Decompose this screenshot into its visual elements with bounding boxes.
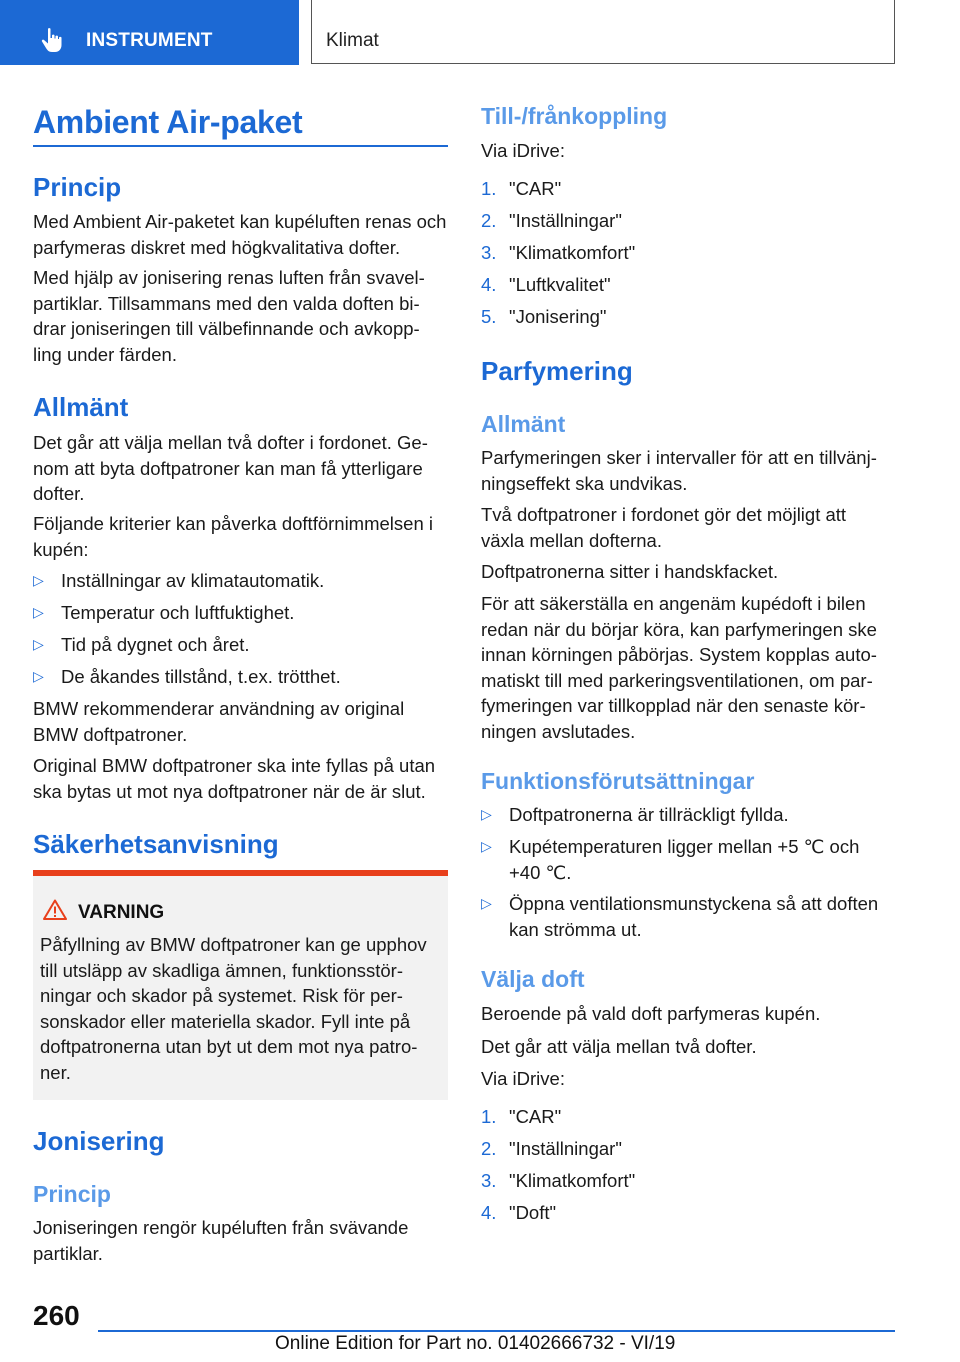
footer-rule: [98, 1330, 895, 1332]
heading-funktionsforutsattningar: Funktionsförutsättningar: [481, 768, 755, 794]
bullet-triangle-icon: ▷: [33, 668, 44, 684]
subheading-jonisering-princip: Princip: [33, 1181, 111, 1207]
bullet-triangle-icon: ▷: [33, 636, 44, 652]
allmant-paragraph-1: Det går att välja mellan två dofter i fordonet. Genom att byta doftpatroner kan man få ytterligare dofter.: [33, 432, 428, 504]
header-section-label: Klimat: [326, 30, 379, 51]
parfymering-paragraph-3: Doftpatronerna sitter i handskfacket.: [481, 561, 779, 582]
warning-triangle-icon: [43, 899, 67, 920]
bullet-triangle-icon: ▷: [481, 838, 492, 854]
princip-paragraph-1: Med Ambient Air-paketet kan kupéluften renas och parfymeras diskret med högkvalitativa dofter.: [33, 211, 447, 258]
heading-princip: Princip: [33, 172, 122, 202]
bullet-triangle-icon: ▷: [481, 895, 492, 911]
bullet-triangle-icon: ▷: [481, 806, 492, 822]
princip-paragraph-2: Med hjälp av jonisering renas luften från svavelpartiklar. Tillsammans med den valda doften bidrar joniseringen till välbefinnande och avkoppling under färden.: [33, 267, 425, 365]
hand-pointer-icon: [40, 27, 64, 53]
bullet-triangle-icon: ▷: [33, 604, 44, 620]
heading-till-frankoppling: Till-/frånkoppling: [481, 103, 668, 129]
warning-box: [33, 870, 448, 1100]
heading-parfymering: Parfymering: [481, 356, 633, 386]
parfymering-paragraph-1: Parfymeringen sker i intervaller för att en tillvänjningseffekt ska undvikas.: [481, 447, 877, 494]
heading-valja-doft: Välja doft: [481, 966, 585, 992]
subheading-parfymering-allmant: Allmänt: [481, 411, 566, 437]
jonisering-paragraph: Joniseringen rengör kupéluften från svävande partiklar.: [33, 1217, 409, 1264]
title-rule: [33, 145, 448, 147]
parfymering-paragraph-4: För att säkerställa en angenäm kupédoft i bilen redan när du börjar köra, kan parfymeringen ske innan körningen påbörjas. System kopplas automatiskt till med parkeringsventilationen, om parfymeringen var tillkopplad när den senaste körningen avslutades.: [481, 593, 877, 742]
header-tab-label: INSTRUMENT: [86, 30, 213, 51]
allmant-paragraph-2: Följande kriterier kan påverka doftförnimmelsen i kupén:: [33, 513, 433, 560]
bullet-triangle-icon: ▷: [33, 572, 44, 588]
allmant-paragraph-4: Original BMW doftpatroner ska inte fyllas på utan ska bytas ut mot nya doftpatroner när de är slut.: [33, 755, 436, 802]
heading-jonisering: Jonisering: [33, 1126, 165, 1156]
parfymering-paragraph-2: Två doftpatroner i fordonet gör det möjligt att växla mellan dofterna.: [481, 504, 847, 551]
page-title: Ambient Air-paket: [33, 104, 303, 140]
header-section: [311, 0, 895, 64]
koppling-via: Via iDrive:: [481, 140, 565, 161]
doft-paragraph-2: Det går att välja mellan två dofter.: [481, 1036, 757, 1057]
allmant-paragraph-3: BMW rekommenderar användning av original BMW doftpatroner.: [33, 698, 405, 745]
doft-paragraph-1: Beroende på vald doft parfymeras kupén.: [481, 1003, 821, 1024]
doft-via: Via iDrive:: [481, 1068, 565, 1089]
heading-sakerhetsanvisning: Säkerhetsanvisning: [33, 829, 279, 859]
header-tab-instrument[interactable]: [0, 0, 299, 65]
warning-text: Påfyllning av BMW doftpatroner kan ge upphov till utsläpp av skadliga ämnen, funktionsstörningar och skador på systemet. Risk för personskador eller materiella skador. Fyll inte på doftpatronerna utan byt ut dem mot nya patroner.: [40, 934, 427, 1083]
footer-edition: Online Edition for Part no. 01402666732 - VI/19: [275, 1333, 676, 1354]
page-number: 260: [33, 1300, 80, 1331]
heading-allmant: Allmänt: [33, 392, 129, 422]
warning-title: VARNING: [78, 902, 165, 923]
